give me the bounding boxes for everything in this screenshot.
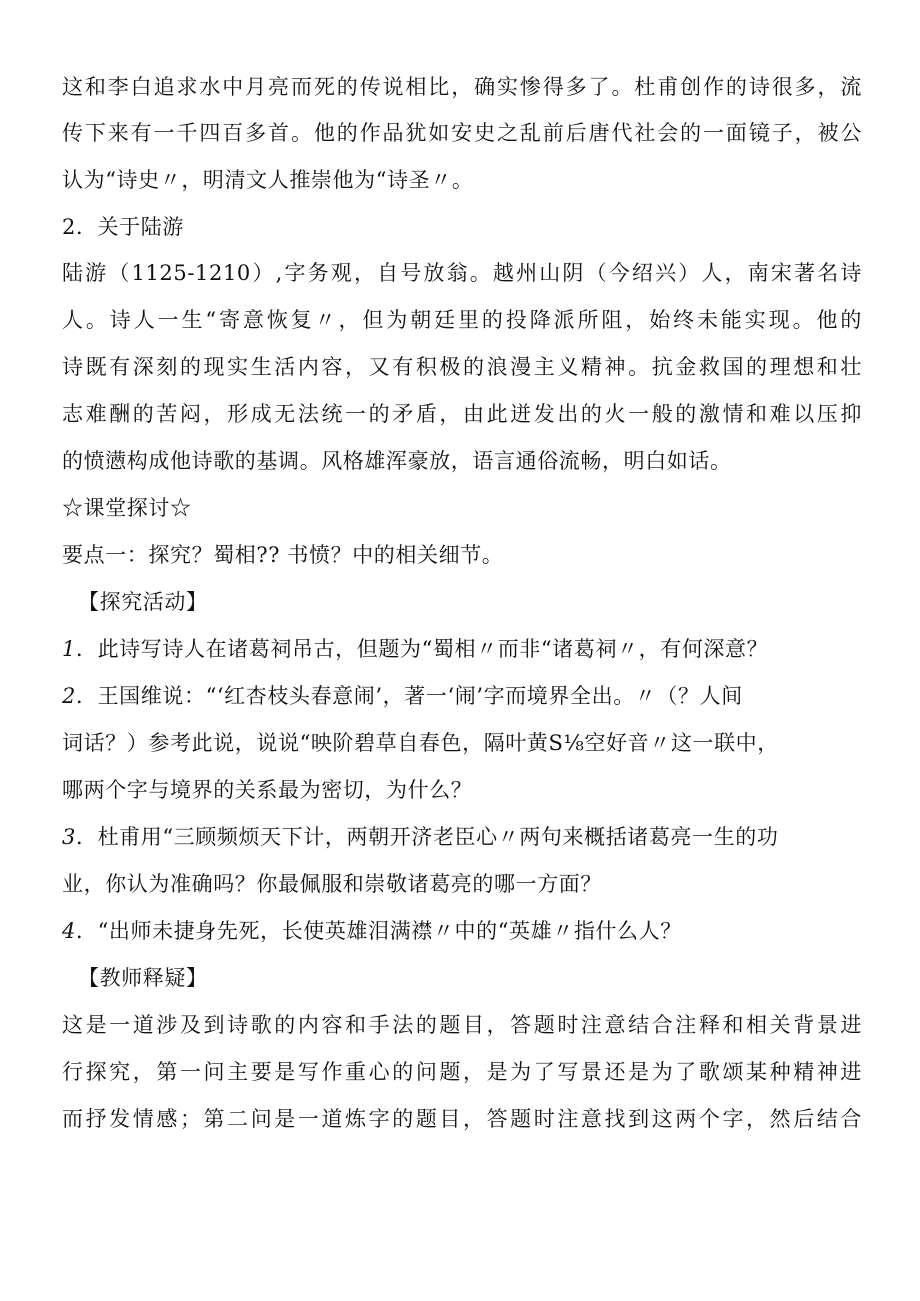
body-line: 陆游（1125-1210）,字务观，自号放翁。越州山阴（今绍兴）人，南宋著名诗 — [62, 261, 862, 285]
question-number: 4 — [62, 919, 76, 943]
question-number: 1 — [62, 637, 76, 661]
question-text: ．王国维说：“‘红杏枝头春意闹’，著一‘闹’字而境界全出。〃（？人间 — [75, 684, 743, 708]
question-text: ．此诗写诗人在诸葛祠吊古，但题为“蜀相〃而非“诸葛祠〃，有何深意？ — [75, 637, 769, 661]
teacher-line: 而抒发情感；第二问是一道炼字的题目，答题时注意找到这两个字，然后结合 — [62, 1107, 862, 1131]
question-2-cont: 词话？）参考此说，说说“映阶碧草自春色，隔叶黄S⅛空好音〃这一联中， — [62, 731, 779, 755]
body-line: 的愤懑构成他诗歌的基调。风格雄浑豪放，语言通俗流畅，明白如话。 — [62, 449, 732, 473]
body-line: 人。诗人一生“寄意恢复〃，但为朝廷里的投降派所阻，始终未能实现。他的 — [62, 308, 862, 332]
question-3 — [62, 822, 862, 852]
question-text: ．杜甫用“三顾频烦天下计，两朝开济老臣心〃两句来概括诸葛亮一生的功 — [75, 825, 779, 849]
body-line: 志难酬的苦闷，形成无法统一的矛盾，由此迸发出的火一般的激情和难以压抑 — [62, 402, 862, 426]
question-2 — [62, 681, 862, 711]
question-number: 2 — [62, 684, 76, 708]
intro-line: 这和李白追求水中月亮而死的传说相比，确实惨得多了。杜甫创作的诗很多，流 — [62, 75, 862, 99]
question-1 — [62, 634, 862, 664]
question-3-cont: 业，你认为准确吗？你最佩服和崇敬诸葛亮的哪一方面？ — [62, 872, 602, 896]
teacher-line: 行探究，第一问主要是写作重心的问题，是为了写景还是为了歌颂某种精神进 — [62, 1060, 862, 1084]
body-line: 诗既有深刻的现实生活内容，又有积极的浪漫主义精神。抗金救国的理想和壮 — [62, 355, 862, 379]
question-text: ．“出师未捷身先死，长使英雄泪满襟〃中的“英雄〃指什么人？ — [75, 919, 682, 943]
intro-line: 传下来有一千四百多首。他的作品犹如安史之乱前后唐代社会的一面镜子，被公 — [62, 121, 862, 145]
teacher-line: 这是一道涉及到诗歌的内容和手法的题目，答题时注意结合注释和相关背景进 — [62, 1013, 862, 1037]
teacher-label: 【教师释疑】 — [78, 966, 208, 990]
question-4 — [62, 916, 862, 946]
section-heading: 2．关于陆游 — [62, 215, 184, 239]
activity-label: 【探究活动】 — [78, 590, 208, 614]
question-2-cont: 哪两个字与境界的关系最为密切，为什么？ — [62, 778, 473, 802]
discussion-heading: ☆课堂探讨☆ — [62, 496, 192, 520]
intro-line: 认为“诗史〃，明清文人推崇他为“诗圣〃。 — [62, 168, 474, 192]
key-point-1: 要点一：探究？蜀相?? 书愤？中的相关细节。 — [62, 543, 504, 567]
question-number: 3 — [62, 825, 76, 849]
